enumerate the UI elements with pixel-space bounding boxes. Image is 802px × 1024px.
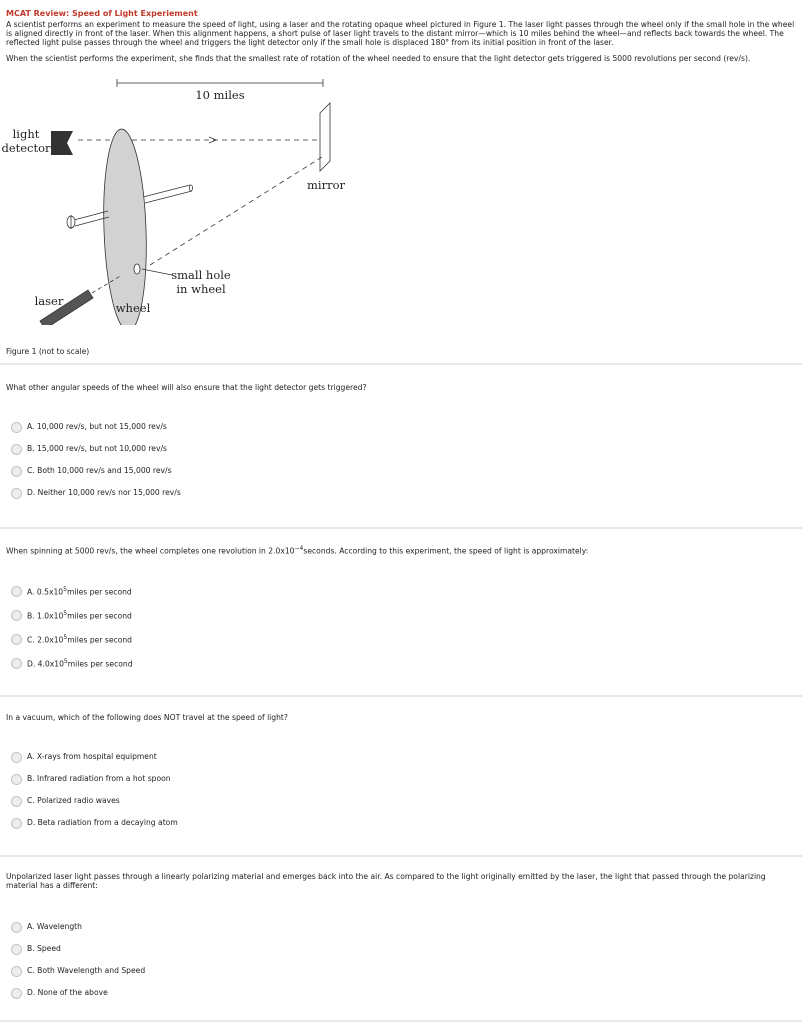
axle-front: [67, 211, 109, 229]
question-2-text: [6, 545, 798, 556]
question-1-option-d[interactable]: [11, 482, 181, 504]
question-2-exponent: −4: [294, 545, 304, 552]
option-label: A. Wavelength: [27, 922, 82, 932]
question-4-option-c[interactable]: [11, 960, 145, 982]
option-label: D. None of the above: [27, 988, 108, 998]
divider: [0, 695, 802, 697]
question-3-options: [11, 746, 178, 834]
radio-button[interactable]: [11, 944, 22, 955]
question-2-option-c[interactable]: [11, 627, 133, 651]
question-2-option-a[interactable]: [11, 579, 133, 603]
question-3-option-c[interactable]: [11, 790, 178, 812]
radio-button[interactable]: [11, 922, 22, 933]
radio-button[interactable]: [11, 966, 22, 977]
small-hole-label-line2: in wheel: [176, 282, 226, 296]
light-detector-shape: [51, 131, 73, 155]
radio-button[interactable]: [11, 752, 22, 763]
option-label: C. Both Wavelength and Speed: [27, 966, 146, 976]
figure-1-diagram: [0, 75, 360, 325]
question-3-text: In a vacuum, which of the following does NOT travel at the speed of light?: [6, 713, 288, 722]
question-1-text: What other angular speeds of the wheel will also ensure that the light detector gets triggered?: [6, 383, 367, 392]
page-title: MCAT Review: Speed of Light Experiement: [6, 9, 198, 18]
question-1-options: [11, 416, 181, 504]
option-label: A. $0.5x10^5miles$ per second: [27, 585, 132, 597]
question-3-option-b[interactable]: [11, 768, 178, 790]
small-hole-label-line1: small hole: [171, 268, 231, 282]
distance-label: 10 miles: [195, 88, 245, 102]
radio-button[interactable]: [11, 422, 22, 433]
question-3-option-d[interactable]: [11, 812, 178, 834]
intro-paragraph-rate: When the scientist performs the experiment, she finds that the smallest rate of rotation of the wheel needed to ensure that the light detector gets triggered is 5000 revolutions per second (rev/s).: [6, 53, 751, 63]
intro-paragraph: A scientist performs an experiment to measure the speed of light, using a laser and the rotating opaque wheel pictured in Figure 1. The laser light passes through the wheel only if the small hole in the wheel is aligned directly in front of the laser. When this alignment happens, a short pulse of laser light travels to the distant mirror—which is 10 miles behind the wheel—and reflects back towards the wheel. The reflected light pulse passes through the wheel and triggers the light detector only if the small hole is displaced 180° from its initial position in front of the laser.: [6, 19, 795, 48]
question-2-options: [11, 579, 133, 675]
radio-button[interactable]: [11, 586, 22, 597]
detector-label-line1: light: [12, 127, 40, 141]
rotating-wheel: [100, 128, 149, 325]
small-hole: [134, 264, 140, 274]
option-label: B. $1.0x10^5miles$ per second: [27, 609, 132, 621]
option-label: D. Beta radiation from a decaying atom: [27, 818, 178, 828]
axle-back: [143, 185, 193, 203]
divider: [0, 1020, 802, 1022]
laser-label: laser: [34, 294, 64, 308]
question-2-text-part: seconds. According to this experiment, the speed of light is approximately:: [303, 546, 589, 556]
question-1-option-a[interactable]: [11, 416, 181, 438]
question-4-text: Unpolarized laser light passes through a linearly polarizing material and emerges back into the air. As compared to the light originally emitted by the laser, the light that passed through the polarizing material has a different:: [6, 872, 766, 891]
option-label: C. Both 10,000 rev/s and 15,000 rev/s: [27, 466, 172, 476]
radio-button[interactable]: [11, 796, 22, 807]
option-label: C. $2.0x10^5miles$ per second: [27, 633, 132, 645]
figure-caption: Figure 1 (not to scale): [6, 347, 90, 356]
option-label: C. Polarized radio waves: [27, 796, 120, 806]
question-3-option-a[interactable]: [11, 746, 178, 768]
radio-button[interactable]: [11, 634, 22, 645]
question-2-option-d[interactable]: [11, 651, 133, 675]
option-label: D. $4.0x10^5miles$ per second: [27, 657, 133, 669]
option-label: B. Infrared radiation from a hot spoon: [27, 774, 171, 784]
detector-label-line2: detector: [1, 141, 51, 155]
question-2-text-part: When spinning at 5000 rev/s, the wheel completes one revolution in 2.0x10: [6, 546, 295, 556]
mirror-shape: [320, 103, 330, 171]
question-2-option-b[interactable]: [11, 603, 133, 627]
radio-button[interactable]: [11, 658, 22, 669]
divider: [0, 363, 802, 365]
option-label: B. 15,000 rev/s, but not 10,000 rev/s: [27, 444, 167, 454]
radio-button[interactable]: [11, 610, 22, 621]
radio-button[interactable]: [11, 818, 22, 829]
question-4-options: [11, 916, 145, 1004]
option-label: A. 10,000 rev/s, but not 15,000 rev/s: [27, 422, 167, 432]
distance-marker: [117, 79, 323, 87]
divider: [0, 527, 802, 529]
small-hole-pointer: [142, 269, 172, 275]
question-4-option-d[interactable]: [11, 982, 145, 1004]
option-label: D. Neither 10,000 rev/s nor 15,000 rev/s: [27, 488, 181, 498]
question-1-option-b[interactable]: [11, 438, 181, 460]
intro-section: [6, 9, 798, 63]
divider: [0, 855, 802, 857]
radio-button[interactable]: [11, 444, 22, 455]
radio-button[interactable]: [11, 988, 22, 999]
question-1-option-c[interactable]: [11, 460, 181, 482]
question-4-option-a[interactable]: [11, 916, 145, 938]
radio-button[interactable]: [11, 466, 22, 477]
radio-button[interactable]: [11, 774, 22, 785]
option-label: A. X-rays from hospital equipment: [27, 752, 157, 762]
radio-button[interactable]: [11, 488, 22, 499]
option-label: B. Speed: [27, 944, 61, 954]
wheel-label: wheel: [115, 301, 151, 315]
question-4-option-b[interactable]: [11, 938, 145, 960]
outgoing-beam: [150, 157, 322, 265]
mirror-label: mirror: [307, 178, 345, 192]
